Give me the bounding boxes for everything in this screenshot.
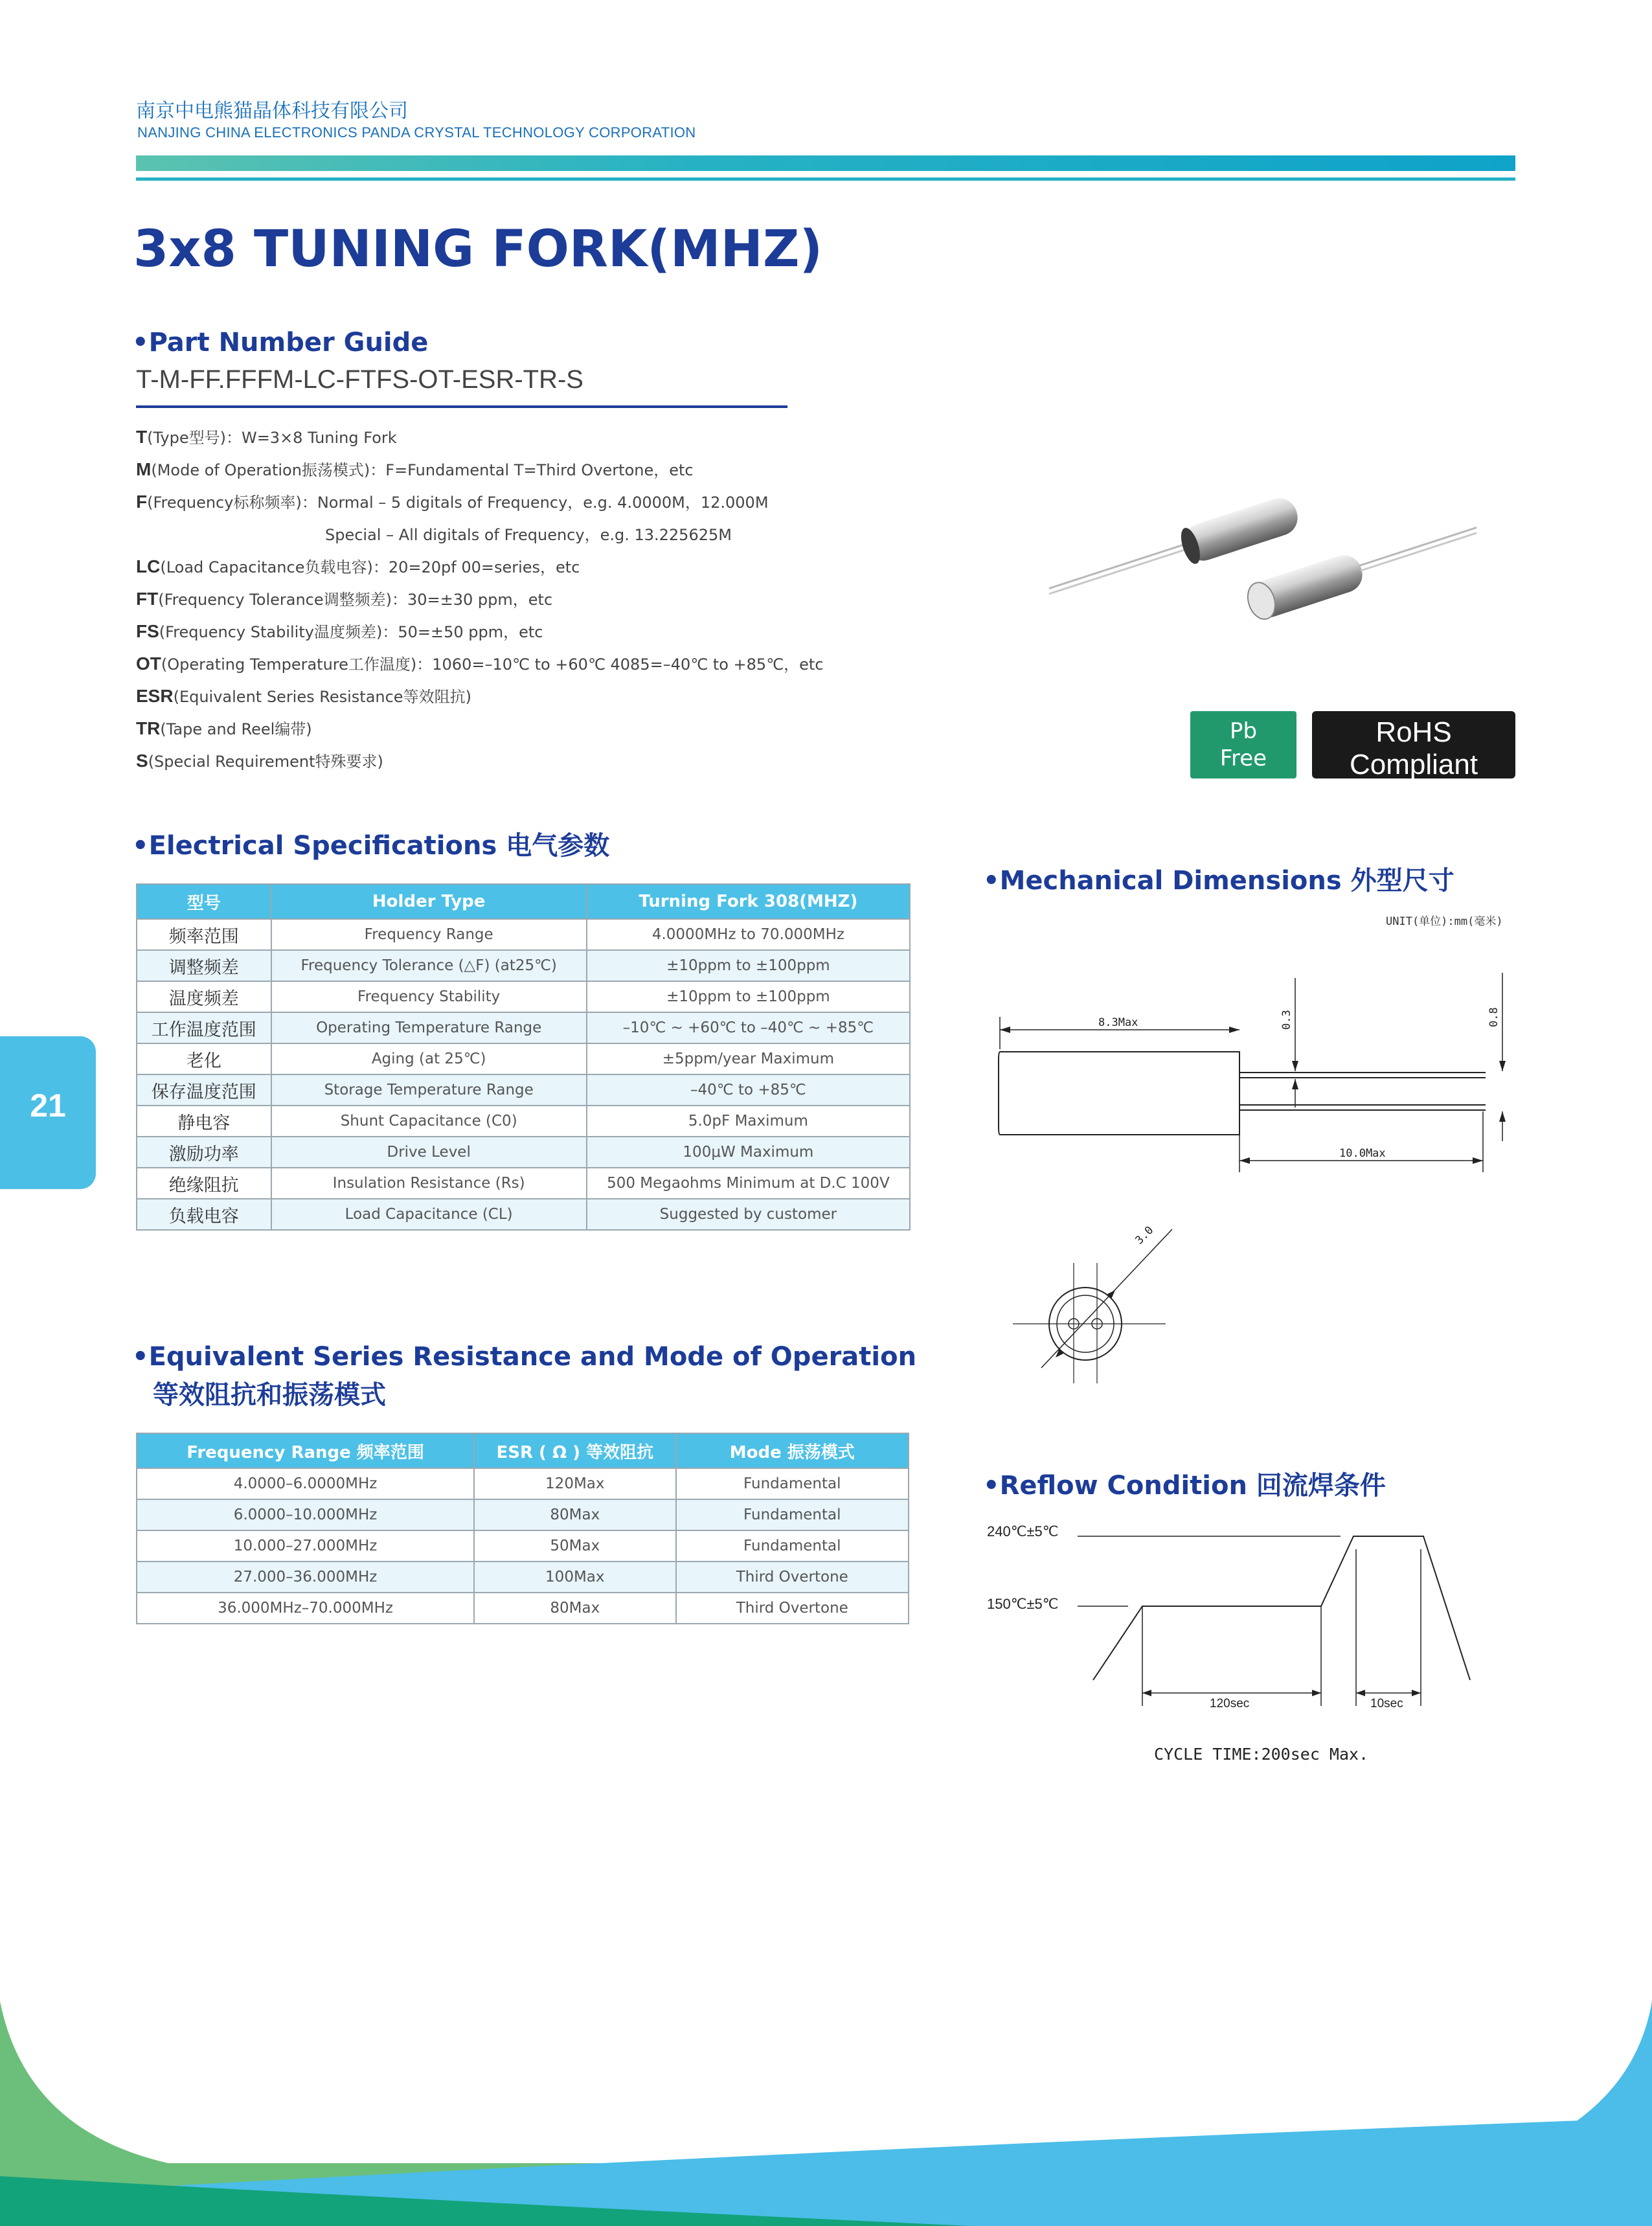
- table-cell: 27.000–36.000MHz: [137, 1562, 474, 1593]
- reflow-soak-time: 120sec: [1210, 1697, 1250, 1710]
- guide-item: S(Special Requirement特殊要求): [136, 751, 383, 771]
- mechanical-heading: •Mechanical Dimensions 外型尺寸: [983, 866, 1454, 896]
- dim-lead-diameter: 0.3: [1280, 1010, 1293, 1030]
- cycle-time: CYCLE TIME:200sec Max.: [1154, 1745, 1369, 1764]
- part-number-heading: •Part Number Guide: [132, 328, 429, 358]
- table-cell: Frequency Stability: [271, 981, 587, 1012]
- unit-label: UNIT(单位):mm(毫米): [1386, 915, 1503, 928]
- crystal-product-image: [1049, 479, 1477, 635]
- table-cell: 6.0000–10.000MHz: [137, 1499, 474, 1530]
- header-bar: [136, 155, 1515, 171]
- table-row: [137, 919, 910, 950]
- table-cell: 老化: [137, 1043, 271, 1074]
- table-row: [137, 950, 910, 981]
- rohs-badge: RoHS Compliant Directive 2002/95/EC: [1312, 711, 1515, 778]
- table-header: ESR ( Ω ) 等效阻抗: [474, 1433, 675, 1468]
- company-name-en: NANJING CHINA ELECTRONICS PANDA CRYSTAL TECHNOLOGY CORPORATION: [137, 124, 696, 141]
- table-cell: –40℃ to +85℃: [587, 1074, 910, 1106]
- table-row: [137, 1499, 909, 1530]
- table-cell: 激励功率: [137, 1137, 271, 1168]
- guide-item: Special – All digitals of Frequency，e.g. 13.225625M: [325, 526, 732, 544]
- table-header-row: [137, 1433, 909, 1468]
- guide-item: LC(Load Capacitance负载电容)：20=20pf 00=series，etc: [136, 556, 580, 576]
- table-cell: 频率范围: [137, 919, 271, 950]
- guide-item: M(Mode of Operation振荡模式)：F=Fundamental T=Third Overtone，etc: [136, 459, 694, 479]
- table-cell: 调整频差: [137, 950, 271, 981]
- table-cell: –10℃ ~ +60℃ to –40℃ ~ +85℃: [587, 1012, 910, 1043]
- guide-item: FT(Frequency Tolerance调整频差)：30=±30 ppm，etc: [136, 589, 553, 609]
- reflow-peak-time: 10sec: [1370, 1697, 1403, 1710]
- table-cell: 4.0000MHz to 70.000MHz: [587, 919, 910, 950]
- page-number-tab: 21: [0, 1036, 96, 1189]
- part-number-guide: [136, 421, 978, 777]
- table-row: [137, 1199, 910, 1230]
- side-view-drawing: [991, 965, 1522, 1185]
- dim-lead-pitch: 0.8: [1488, 1007, 1500, 1027]
- table-cell: Fundamental: [676, 1499, 909, 1530]
- table-row: [137, 1137, 910, 1168]
- table-header: 型号: [137, 884, 271, 919]
- table-cell: 500 Megaohms Minimum at D.C 100V: [587, 1168, 910, 1199]
- table-header: Frequency Range 频率范围: [137, 1433, 474, 1468]
- guide-item: F(Frequency标称频率)：Normal – 5 digitals of Frequency，e.g. 4.0000M，12.000M: [136, 492, 769, 512]
- table-cell: Drive Level: [271, 1137, 587, 1168]
- table-cell: 保存温度范围: [137, 1074, 271, 1106]
- table-cell: Operating Temperature Range: [271, 1012, 587, 1043]
- table-row: [137, 1562, 909, 1593]
- table-cell: Suggested by customer: [587, 1199, 910, 1230]
- guide-item: FS(Frequency Stability温度频差)：50=±50 ppm，etc: [136, 621, 543, 641]
- table-cell: Third Overtone: [676, 1562, 909, 1593]
- dim-diameter: 3.0: [1133, 1223, 1157, 1247]
- table-cell: Shunt Capacitance (C0): [271, 1106, 587, 1137]
- table-cell: Storage Temperature Range: [271, 1074, 587, 1106]
- table-header: Holder Type: [271, 884, 587, 919]
- table-row: [137, 1106, 910, 1137]
- table-cell: 36.000MHz–70.000MHz: [137, 1593, 474, 1624]
- table-cell: Frequency Tolerance (△F) (at25℃): [271, 950, 587, 981]
- reflow-soak-label: 150℃±5℃: [987, 1596, 1059, 1612]
- pb-free-badge: Pb Free: [1190, 711, 1296, 778]
- guide-item: TR(Tape and Reel编带): [136, 718, 312, 738]
- footer-wave-decoration: [0, 2001, 1652, 2226]
- table-cell: 工作温度范围: [137, 1012, 271, 1043]
- table-cell: ±10ppm to ±100ppm: [587, 981, 910, 1012]
- table-cell: Insulation Resistance (Rs): [271, 1168, 587, 1199]
- table-cell: Fundamental: [676, 1468, 909, 1499]
- table-row: [137, 1012, 910, 1043]
- table-cell: 负载电容: [137, 1199, 271, 1230]
- table-row: [137, 981, 910, 1012]
- esr-table: [136, 1433, 909, 1624]
- table-row: [137, 1593, 909, 1624]
- guide-item: T(Type型号)：W=3×8 Tuning Fork: [136, 427, 397, 447]
- table-cell: Frequency Range: [271, 919, 587, 950]
- part-number-code: T-M-FF.FFFM-LC-FTFS-OT-ESR-TR-S: [136, 365, 583, 394]
- table-row: [137, 1043, 910, 1074]
- table-header: Turning Fork 308(MHZ): [587, 884, 910, 919]
- dim-body-length: 8.3Max: [1098, 1016, 1138, 1029]
- table-row: [137, 1468, 909, 1499]
- table-row: [137, 1530, 909, 1562]
- table-cell: 10.000–27.000MHz: [137, 1530, 474, 1562]
- table-cell: Load Capacitance (CL): [271, 1199, 587, 1230]
- esr-heading: •Equivalent Series Resistance and Mode of Operation: [132, 1342, 917, 1372]
- table-cell: Fundamental: [676, 1530, 909, 1562]
- table-cell: 静电容: [137, 1106, 271, 1137]
- part-number-rule: [136, 405, 787, 408]
- table-cell: 4.0000–6.0000MHz: [137, 1468, 474, 1499]
- guide-item: OT(Operating Temperature工作温度)：1060=–10℃ to +60℃ 4085=–40℃ to +85℃，etc: [136, 653, 824, 674]
- table-cell: ±5ppm/year Maximum: [587, 1043, 910, 1074]
- table-row: [137, 1168, 910, 1199]
- table-row: [137, 1074, 910, 1106]
- page-title: 3x8 TUNING FORK(MHZ): [133, 220, 823, 278]
- table-cell: 80Max: [474, 1499, 675, 1530]
- header-rule: [136, 177, 1515, 181]
- reflow-heading: •Reflow Condition 回流焊条件: [983, 1471, 1386, 1501]
- table-header-row: [137, 884, 910, 919]
- table-cell: 5.0pF Maximum: [587, 1106, 910, 1137]
- electrical-spec-table: [136, 883, 911, 1231]
- table-cell: Third Overtone: [676, 1593, 909, 1624]
- reflow-peak-label: 240℃±5℃: [987, 1523, 1059, 1539]
- guide-item: ESR(Equivalent Series Resistance等效阻抗): [136, 686, 471, 706]
- electrical-heading: •Electrical Specifications 电气参数: [132, 831, 610, 861]
- dim-lead-length: 10.0Max: [1339, 1147, 1386, 1160]
- company-name-cn: 南京中电熊猫晶体科技有限公司: [136, 100, 408, 122]
- reflow-profile-chart: [984, 1516, 1483, 1736]
- table-cell: 100Max: [474, 1562, 675, 1593]
- table-cell: 温度频差: [137, 981, 271, 1012]
- table-cell: ±10ppm to ±100ppm: [587, 950, 910, 981]
- table-cell: 100μW Maximum: [587, 1137, 910, 1168]
- table-header: Mode 振荡模式: [676, 1433, 909, 1468]
- esr-heading-cn: 等效阻抗和振荡模式: [153, 1380, 386, 1410]
- table-cell: Aging (at 25℃): [271, 1043, 587, 1074]
- table-cell: 80Max: [474, 1593, 675, 1624]
- table-cell: 120Max: [474, 1468, 675, 1499]
- table-cell: 50Max: [474, 1530, 675, 1562]
- end-view-drawing: [1010, 1218, 1192, 1399]
- table-cell: 绝缘阻抗: [137, 1168, 271, 1199]
